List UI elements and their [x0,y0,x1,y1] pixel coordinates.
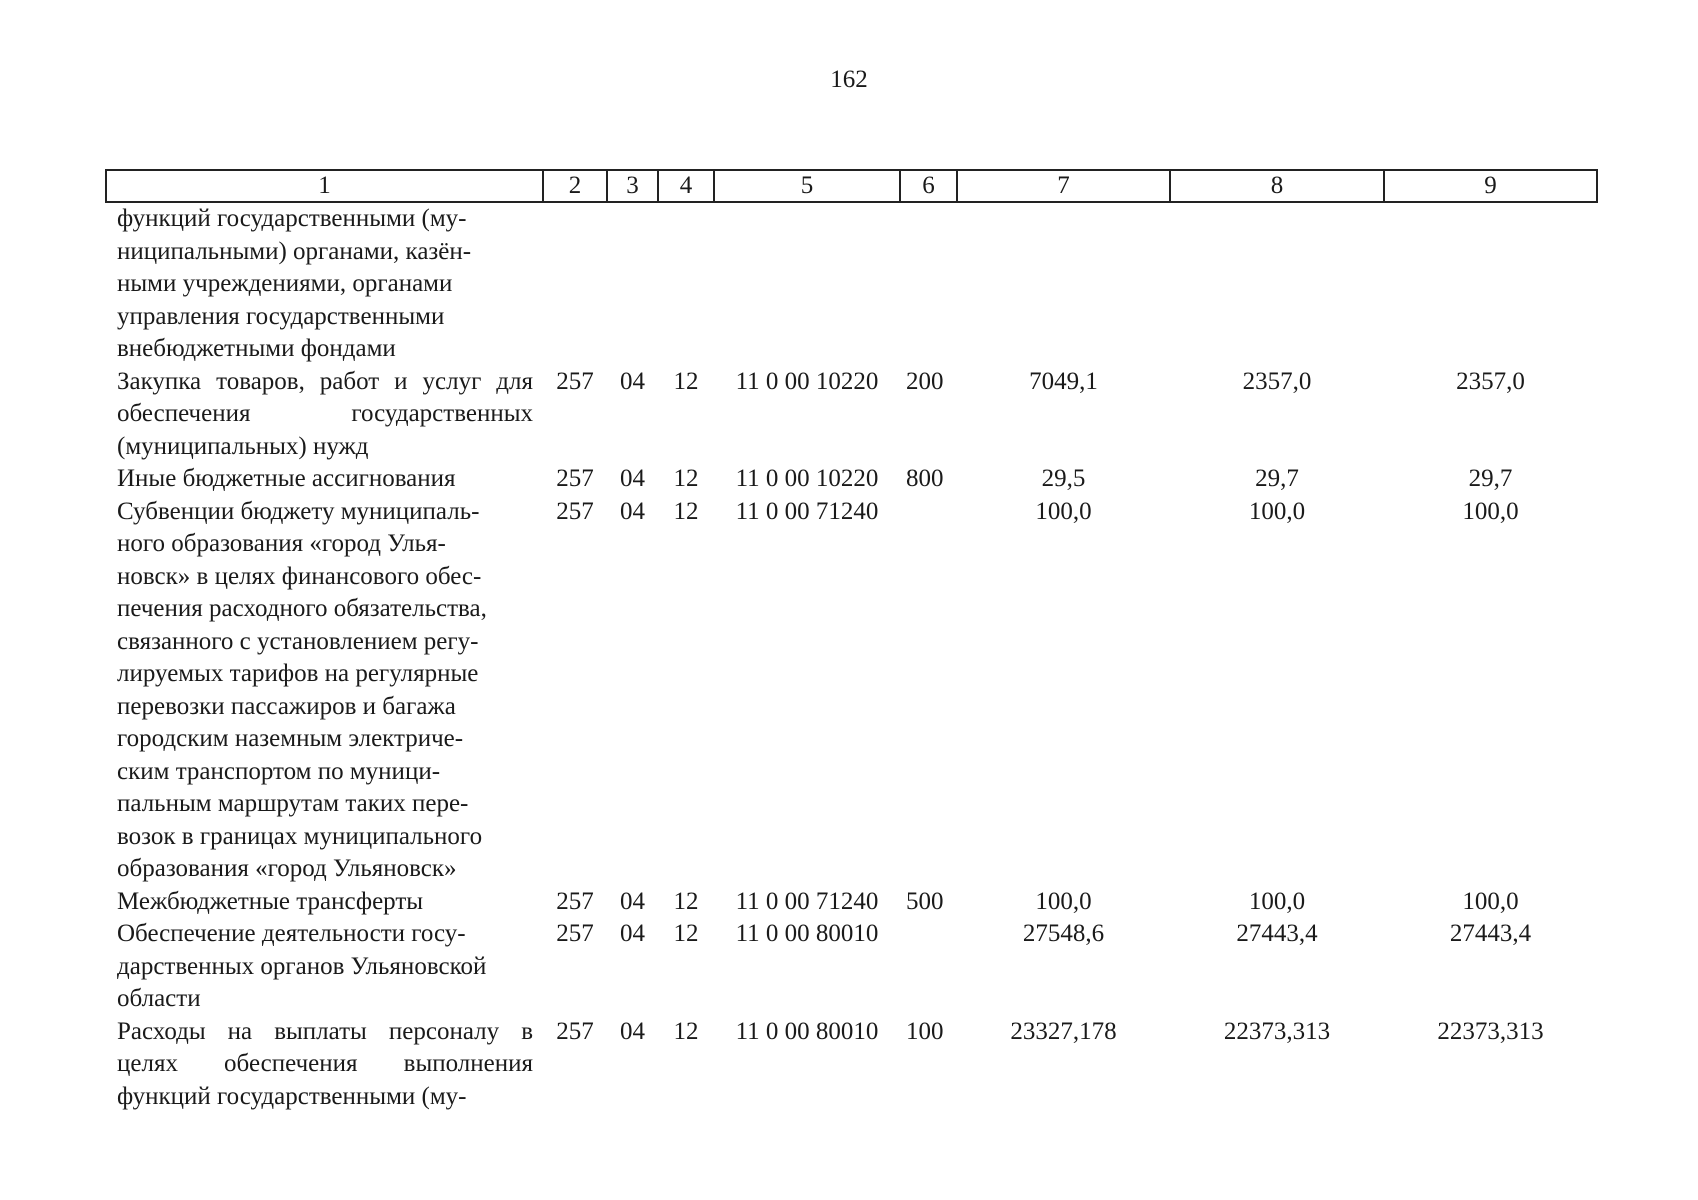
row-col-2: 257 [556,1017,594,1045]
row-col-4 [658,202,714,366]
budget-table [105,169,1598,1113]
row-col-9: 27443,4 [1449,920,1532,947]
row-col-2 [543,202,607,366]
page-number: 162 [830,66,868,93]
row-col-7: 100,0 [1035,497,1092,525]
row-col-7 [957,202,1170,366]
table-row [106,463,1597,496]
row-col-7: 23327,178 [1010,1017,1117,1045]
row-col-2: 257 [556,465,594,492]
row-col-8 [1170,202,1384,366]
row-description: Обеспечение деятельности госу- дарственных органов Ульяновской области [117,920,487,1012]
row-col-7: 29,5 [1041,465,1086,492]
row-col-8: 100,0 [1248,887,1306,915]
header-row [106,170,1597,202]
row-col-5 [714,202,900,366]
row-col-9: 29,7 [1468,465,1513,492]
table-body [106,202,1597,1113]
row-col-5: 11 0 00 80010 [735,1017,879,1045]
row-col-7: 27548,6 [1022,920,1105,947]
row-col-9: 100,0 [1462,887,1519,915]
header-col-7: 7 [957,170,1170,202]
row-col-5: 11 0 00 71240 [735,497,879,525]
table-row [106,496,1597,886]
row-col-2: 257 [556,367,594,395]
row-col-8: 2357,0 [1242,367,1312,395]
row-col-6: 200 [906,367,944,395]
table-row [106,886,1597,919]
header-col-9: 9 [1384,170,1597,202]
row-col-7: 100,0 [1035,887,1092,915]
row-col-2: 257 [556,497,594,525]
row-description: Закупка товаров, работ и услуг для обеспечения государственных (муниципальных) нужд [117,367,533,460]
row-description: Межбюджетные трансферты [117,887,424,915]
row-col-3: 04 [620,887,645,915]
row-col-8: 22373,313 [1223,1017,1331,1045]
row-col-6: 100 [906,1017,944,1045]
row-col-7: 7049,1 [1029,367,1098,395]
row-col-9 [1384,202,1597,366]
row-col-5: 11 0 00 80010 [735,920,879,947]
row-col-4: 12 [673,497,699,525]
row-description: функций государственными (му- ниципальными) органами, казён- ными учреждениями, органами управления государственными внебюджетными фондами [117,205,472,362]
row-col-3: 04 [620,920,645,947]
row-col-6: 800 [906,465,944,492]
row-col-3: 04 [620,1017,645,1045]
row-col-8: 29,7 [1255,465,1299,492]
header-col-3: 3 [607,170,658,202]
row-col-3 [607,202,658,366]
row-col-3: 04 [620,367,645,395]
row-col-6 [900,918,957,1016]
row-col-4: 12 [673,465,699,492]
row-description: Субвенции бюджету муниципаль- ного образования «город Улья- новск» в целях финансового обес- печения расходного обязательства, связанного с установлением регу- лируемых тарифов на регулярные перевозки пассажиров и багажа городским наземным электриче- ским транспортом по муници- пальным маршрутам таких пере- возок в границах муниципального образования «город Ульяновск» [117,497,487,882]
row-col-2: 257 [556,920,594,947]
row-col-4: 12 [673,887,699,915]
header-col-2: 2 [543,170,607,202]
row-col-8: 100,0 [1248,497,1306,525]
table-header [106,170,1597,202]
row-col-5: 11 0 00 10220 [735,465,879,492]
row-col-6: 500 [906,887,944,915]
row-col-5: 11 0 00 10220 [735,367,879,395]
row-col-4: 12 [673,367,699,395]
table-row [106,202,1597,366]
header-col-1: 1 [106,170,543,202]
row-col-4: 12 [673,920,699,947]
row-col-8: 27443,4 [1236,920,1318,947]
header-col-6: 6 [900,170,957,202]
row-col-9: 22373,313 [1437,1017,1544,1045]
row-col-9: 100,0 [1462,497,1519,525]
row-col-2: 257 [556,887,594,915]
row-col-6 [900,496,957,886]
table-row [106,1016,1597,1114]
row-col-6 [900,202,957,366]
table-row [106,918,1597,1016]
header-col-8: 8 [1170,170,1384,202]
row-col-9: 2357,0 [1456,367,1525,395]
row-col-5: 11 0 00 71240 [735,887,879,915]
header-col-5: 5 [714,170,900,202]
table-row [106,366,1597,464]
header-col-4: 4 [658,170,714,202]
row-description: Расходы на выплаты персоналу в целях обеспечения выполнения функций государственными (му- [117,1017,533,1110]
row-col-3: 04 [620,497,645,525]
row-description: Иные бюджетные ассигнования [117,465,456,492]
row-col-3: 04 [620,465,645,492]
row-col-4: 12 [673,1017,699,1045]
